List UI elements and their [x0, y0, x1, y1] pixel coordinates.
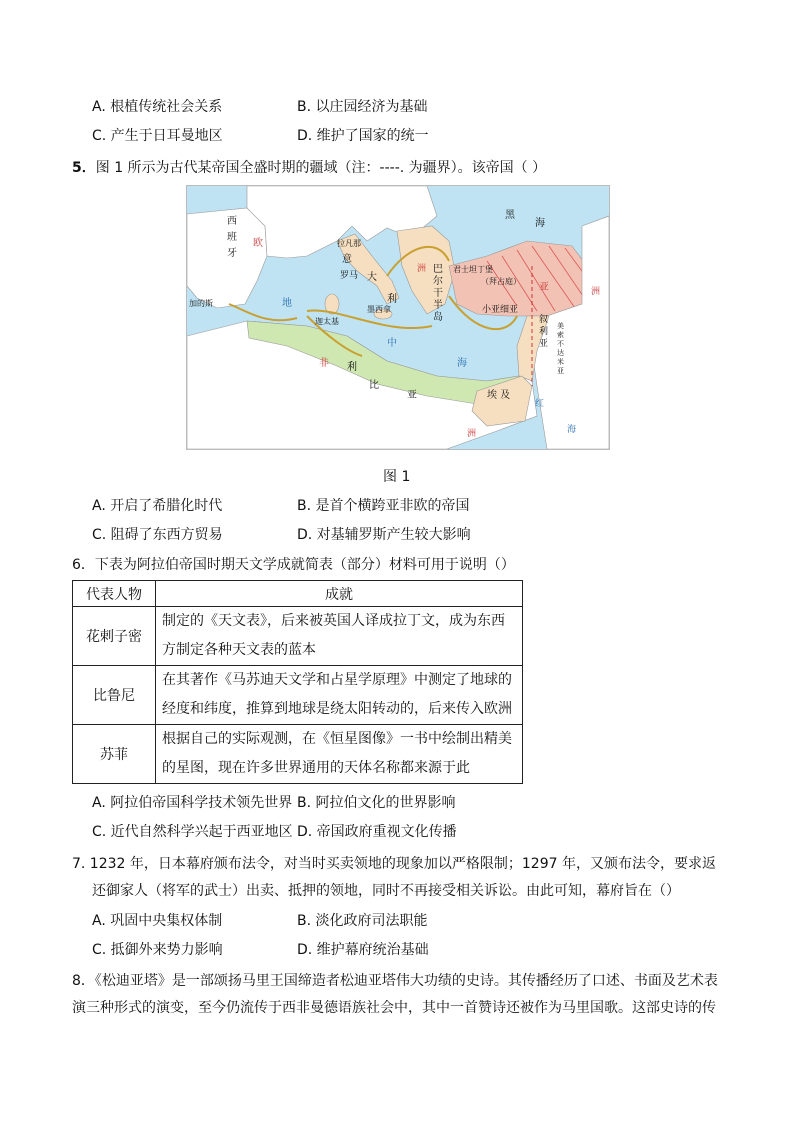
- label-med-1: 地: [282, 298, 292, 309]
- table-cell-achievement: 在其著作《马苏迪天文学和占星学原理》中测定了地球的 经度和纬度，推算到地球是绕太阳转动的，后来传入欧洲: [156, 666, 523, 725]
- label-libya-1: 利: [347, 362, 357, 373]
- q5-option-b: B. 是首个横跨亚非欧的帝国: [297, 498, 470, 514]
- label-li: 利: [387, 294, 397, 305]
- label-europe: 欧: [253, 238, 263, 249]
- question-5-text: 图 1 所示为古代某帝国全盛时期的疆域（注：----. 为疆界）。该帝国（ ）: [95, 160, 547, 176]
- astronomy-table: [72, 580, 523, 784]
- label-mesopotamia: 美索不达米亚: [557, 322, 564, 375]
- label-black-sea-1: 黑: [505, 210, 515, 221]
- empire-map: [186, 185, 610, 450]
- label-libya-2: 比: [369, 380, 379, 391]
- label-constantinople: 君士坦丁堡: [453, 265, 493, 274]
- table-cell-name: 比鲁尼: [73, 666, 156, 725]
- q7-option-a: A. 巩固中央集权体制: [92, 913, 223, 929]
- label-cadiz: 加的斯: [189, 299, 213, 308]
- option-c: C. 产生于日耳曼地区: [92, 128, 223, 144]
- q5-option-d: D. 对基辅罗斯产生较大影响: [297, 527, 471, 543]
- label-libya-3: 亚: [407, 390, 417, 401]
- option-d: D. 维护了国家的统一: [297, 128, 429, 144]
- label-red-sea-2: 海: [567, 425, 577, 435]
- table-cell-name: 花剌子密: [73, 607, 156, 666]
- table-row: [73, 666, 523, 725]
- label-zhou-left: 洲: [417, 264, 427, 274]
- label-africa-fei: 非: [319, 358, 329, 369]
- label-carthage: 迦太基: [315, 317, 339, 326]
- label-spain: 西 班 牙: [227, 216, 237, 259]
- label-med-3: 海: [457, 358, 467, 369]
- table-cell-achievement: 制定的《天文表》，后来被英国人译成拉丁文，成为东西 方制定各种天文表的蓝本: [156, 607, 523, 666]
- question-5-number: 5．: [72, 160, 96, 176]
- table-cell-achievement: 根据自己的实际观测，在《恒星图像》一书中绘制出精美 的星图，现在许多世界通用的天体名称都来源于此: [156, 725, 523, 784]
- label-da: 大: [367, 272, 377, 283]
- q6-option-d: D. 帝国政府重视文化传播: [297, 824, 457, 840]
- q7-option-c: C. 抵御外来势力影响: [92, 942, 223, 958]
- label-italy-a: 意: [342, 254, 352, 265]
- label-asia-minor: 小亚细亚: [482, 305, 519, 315]
- table-header-row: [73, 581, 523, 607]
- q5-option-c: C. 阻碍了东西方贸易: [92, 527, 223, 543]
- label-med-2: 中: [387, 338, 397, 349]
- table-cell-name: 苏菲: [73, 725, 156, 784]
- label-syria: 叙 利 亚: [539, 315, 549, 349]
- table-header-achievement: 成就: [156, 581, 523, 607]
- question-8-line-2: 演三种形式的演变，至今仍流传于西非曼德语族社会中，其中一首赞诗还被作为马里国歌。这部史诗的传: [72, 1000, 716, 1016]
- option-b: B. 以庄园经济为基础: [297, 99, 428, 115]
- label-red-sea-1: 红: [535, 399, 545, 409]
- q6-option-c: C. 近代自然科学兴起于西亚地区: [92, 824, 293, 840]
- question-7-line-2: 还御家人（将军的武士）出卖、抵押的领地，同时不再接受相关诉讼。由此可知，幕府旨在（）: [92, 883, 680, 899]
- label-black-sea-2: 海: [535, 218, 545, 229]
- q7-option-b: B. 淡化政府司法职能: [297, 913, 428, 929]
- label-egypt: 埃 及: [487, 390, 511, 401]
- label-byzantium: （拜占庭）: [481, 277, 521, 286]
- label-sicily: 墨西拿: [367, 305, 391, 314]
- question-8-line-1: 8．《松迪亚塔》是一部颂扬马里王国缔造者松迪亚塔伟大功绩的史诗。其传播经历了口述、书面及艺术表: [72, 973, 718, 989]
- q6-option-a: A. 阿拉伯帝国科学技术领先世界: [92, 795, 293, 811]
- label-asia: 亚: [539, 282, 549, 293]
- label-balkan: 巴 尔 干 半 岛: [433, 264, 443, 323]
- question-6-stem: 6．下表为阿拉伯帝国时期天文学成就简表（部分）材料可用于说明（）: [72, 557, 515, 573]
- label-rome: 罗马: [340, 271, 359, 281]
- option-a: A. 根植传统社会关系: [92, 99, 223, 115]
- question-5-stem: [72, 157, 546, 177]
- label-zhou-bottom: 洲: [467, 429, 477, 439]
- figure-caption: 图 1: [383, 469, 411, 485]
- table-header-name: 代表人物: [73, 581, 156, 607]
- question-7-line-1: 7. 1232 年，日本幕府颁布法令，对当时买卖领地的现象加以严格限制；1297 年，又颁布法令，要求返: [72, 856, 716, 872]
- table-row: [73, 607, 523, 666]
- label-zhou-right: 洲: [591, 287, 601, 297]
- table-row: [73, 725, 523, 784]
- q7-option-d: D. 维护幕府统治基础: [297, 942, 429, 958]
- q6-option-b: B. 阿拉伯文化的世界影响: [297, 795, 456, 811]
- label-ravenna: 拉凡那: [337, 239, 361, 248]
- q5-option-a: A. 开启了希腊化时代: [92, 498, 223, 514]
